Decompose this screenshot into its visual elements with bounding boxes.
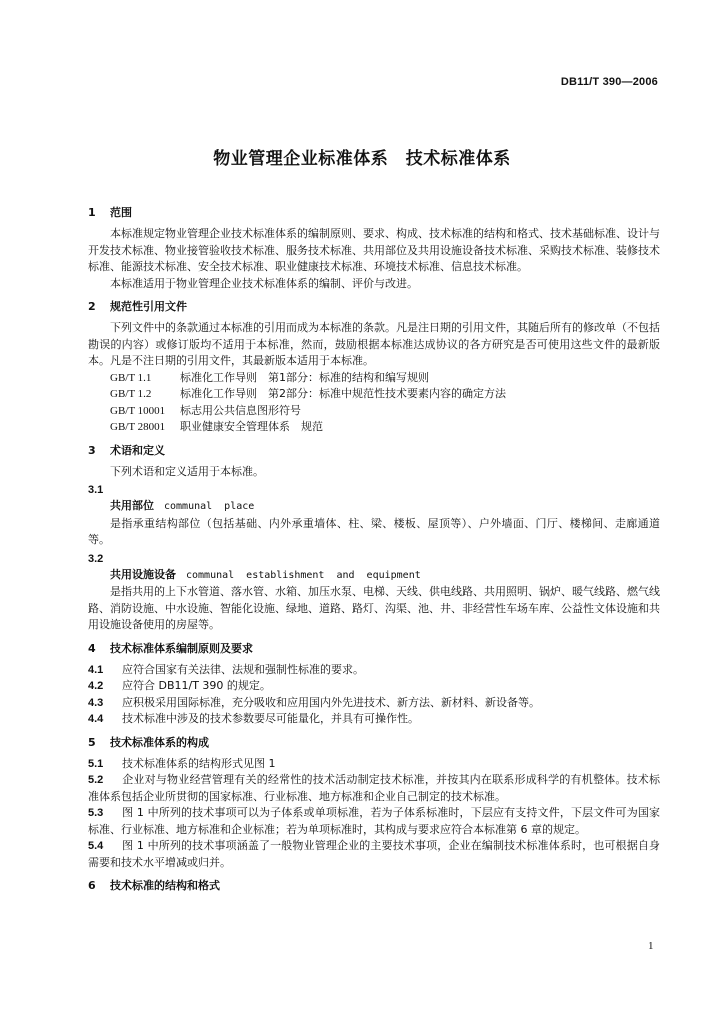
clause-number: 4.4 <box>88 713 104 725</box>
clause-number: 5.2 <box>88 774 104 786</box>
section-3-heading <box>88 442 660 460</box>
section-6-heading <box>88 877 660 895</box>
clause-number: 5.4 <box>88 840 104 852</box>
term-chinese: 共用部位 <box>110 499 154 512</box>
section-number: 5 <box>88 735 96 749</box>
clause-text: 技术标准中涉及的技术参数要尽可能量化，并具有可操作性。 <box>122 712 419 725</box>
section-title: 技术标准的结构和格式 <box>110 879 220 892</box>
clause-text: 应积极采用国际标准，充分吸收和应用国内外先进技术、新方法、新材料、新设备等。 <box>122 695 540 709</box>
paragraph: 下列术语和定义适用于本标准。 <box>110 464 264 478</box>
paragraph: 本标准适用于物业管理企业技术标准体系的编制、评价与改进。 <box>110 276 418 290</box>
paragraph: 本标准规定物业管理企业技术标准体系的编制原则、要求、构成、技术标准的结构和格式、技术基础标准、设计与开发技术标准、物业接管验收技术标准、服务技术标准、共用部位及共用设施设备技术标准、采购技术标准、装修技术标准、能源技术标准、安全技术标准、职业健康技术标准、环境技术标准、信息技术标准。 <box>88 227 660 273</box>
term-english: communal place <box>164 501 255 512</box>
clause-item <box>88 695 660 712</box>
reference-item <box>88 419 660 436</box>
term-number: 3.1 <box>88 484 104 496</box>
clause-number: 5.3 <box>88 807 104 819</box>
section-4-heading <box>88 640 660 658</box>
section-2-heading <box>88 298 660 316</box>
term-definition: 是指共用的上下水管道、落水管、水箱、加压水泵、电梯、天线、供电线路、共用照明、锅炉、暖气线路、燃气线路、消防设施、中水设施、智能化设施、绿地、道路、路灯、沟渠、池、井、非经营性车场车库、公益性文体设施和共用设施设备使用的房屋等。 <box>88 585 660 631</box>
section-title: 范围 <box>110 206 132 219</box>
clause-item <box>88 772 660 805</box>
reference-code: GB/T 1.1 <box>110 371 152 384</box>
clause-text: 企业对与物业经营管理有关的经常性的技术活动制定技术标准，并按其内在联系形成科学的有机整体。技术标准体系包括企业所贯彻的国家标准、行业标准、地方标准和企业自己制定的技术标准。 <box>88 773 660 803</box>
section-number: 1 <box>88 206 96 219</box>
clause-number: 4.3 <box>88 696 104 709</box>
term-heading <box>88 498 660 516</box>
term-number: 3.2 <box>88 552 104 565</box>
reference-title: 标志用公共信息图形符号 <box>180 403 301 417</box>
clause-item <box>88 805 660 838</box>
reference-item <box>88 386 660 403</box>
document-title: 物业管理企业标准体系 技术标准体系 <box>213 149 511 169</box>
reference-item <box>88 370 660 387</box>
term-chinese: 共用设施设备 <box>110 567 176 581</box>
clause-item <box>88 838 660 871</box>
section-5-heading <box>88 734 660 752</box>
clause-number: 4.2 <box>88 680 104 692</box>
clause-text: 应符合 DB11/T 390 的规定。 <box>122 679 271 692</box>
section-title: 规范性引用文件 <box>110 300 187 313</box>
term-definition: 是指承重结构部位（包括基础、内外承重墙体、柱、梁、楼板、屋顶等）、户外墙面、门厅、楼梯间、走廊通道等。 <box>88 516 660 546</box>
reference-title: 标准化工作导则 第1部分：标准的结构和编写规则 <box>180 370 429 384</box>
clause-text: 应符合国家有关法律、法规和强制性标准的要求。 <box>122 662 364 676</box>
document-body <box>88 198 660 899</box>
section-number: 4 <box>88 641 96 655</box>
section-title: 技术标准体系编制原则及要求 <box>110 641 253 655</box>
reference-code: GB/T 28001 <box>110 421 166 433</box>
clause-text: 图 1 中所列的技术事项涵盖了一般物业管理企业的主要技术事项，企业在编制技术标准体系时，也可根据自身需要和技术水平增减或归并。 <box>88 839 660 869</box>
paragraph: 下列文件中的条款通过本标准的引用而成为本标准的条款。凡是注日期的引用文件，其随后所有的修改单（不包括勘误的内容）或修订版均不适用于本标准，然而，鼓励根据本标准达成协议的各方研究是否可使用这些文件的最新版本。凡是不注日期的引用文件，其最新版本适用于本标准。 <box>88 321 660 367</box>
reference-code: GB/T 10001 <box>110 404 166 417</box>
reference-title: 职业健康安全管理体系 规范 <box>180 420 323 433</box>
clause-text: 图 1 中所列的技术事项可以为子体系或单项标准，若为子体系标准时，下层应有支持文件，下层文件可为国家标准、行业标准、地方标准和企业标准；若为单项标准时，其构成与要求应符合本标准第 6 章的规定。 <box>88 806 660 836</box>
section-1-heading <box>88 204 660 222</box>
section-title: 术语和定义 <box>110 443 165 457</box>
clause-item <box>88 756 660 773</box>
clause-number: 4.1 <box>88 663 104 676</box>
section-number: 3 <box>88 443 96 457</box>
standard-code: DB11/T 390—2006 <box>560 76 658 88</box>
clause-number: 5.1 <box>88 757 104 770</box>
term-english: communal establishment and equipment <box>186 569 421 581</box>
section-number: 2 <box>88 300 96 313</box>
page-number: 1 <box>648 940 654 952</box>
section-number: 6 <box>88 879 96 892</box>
clause-text: 技术标准体系的结构形式见图 1 <box>122 756 276 770</box>
term-heading <box>88 567 660 585</box>
reference-item <box>88 403 660 420</box>
clause-item <box>88 662 660 679</box>
reference-title: 标准化工作导则 第2部分：标准中规范性技术要素内容的确定方法 <box>180 387 506 400</box>
section-title: 技术标准体系的构成 <box>110 735 209 749</box>
clause-item <box>88 678 660 695</box>
reference-code: GB/T 1.2 <box>110 388 152 400</box>
clause-item <box>88 711 660 728</box>
